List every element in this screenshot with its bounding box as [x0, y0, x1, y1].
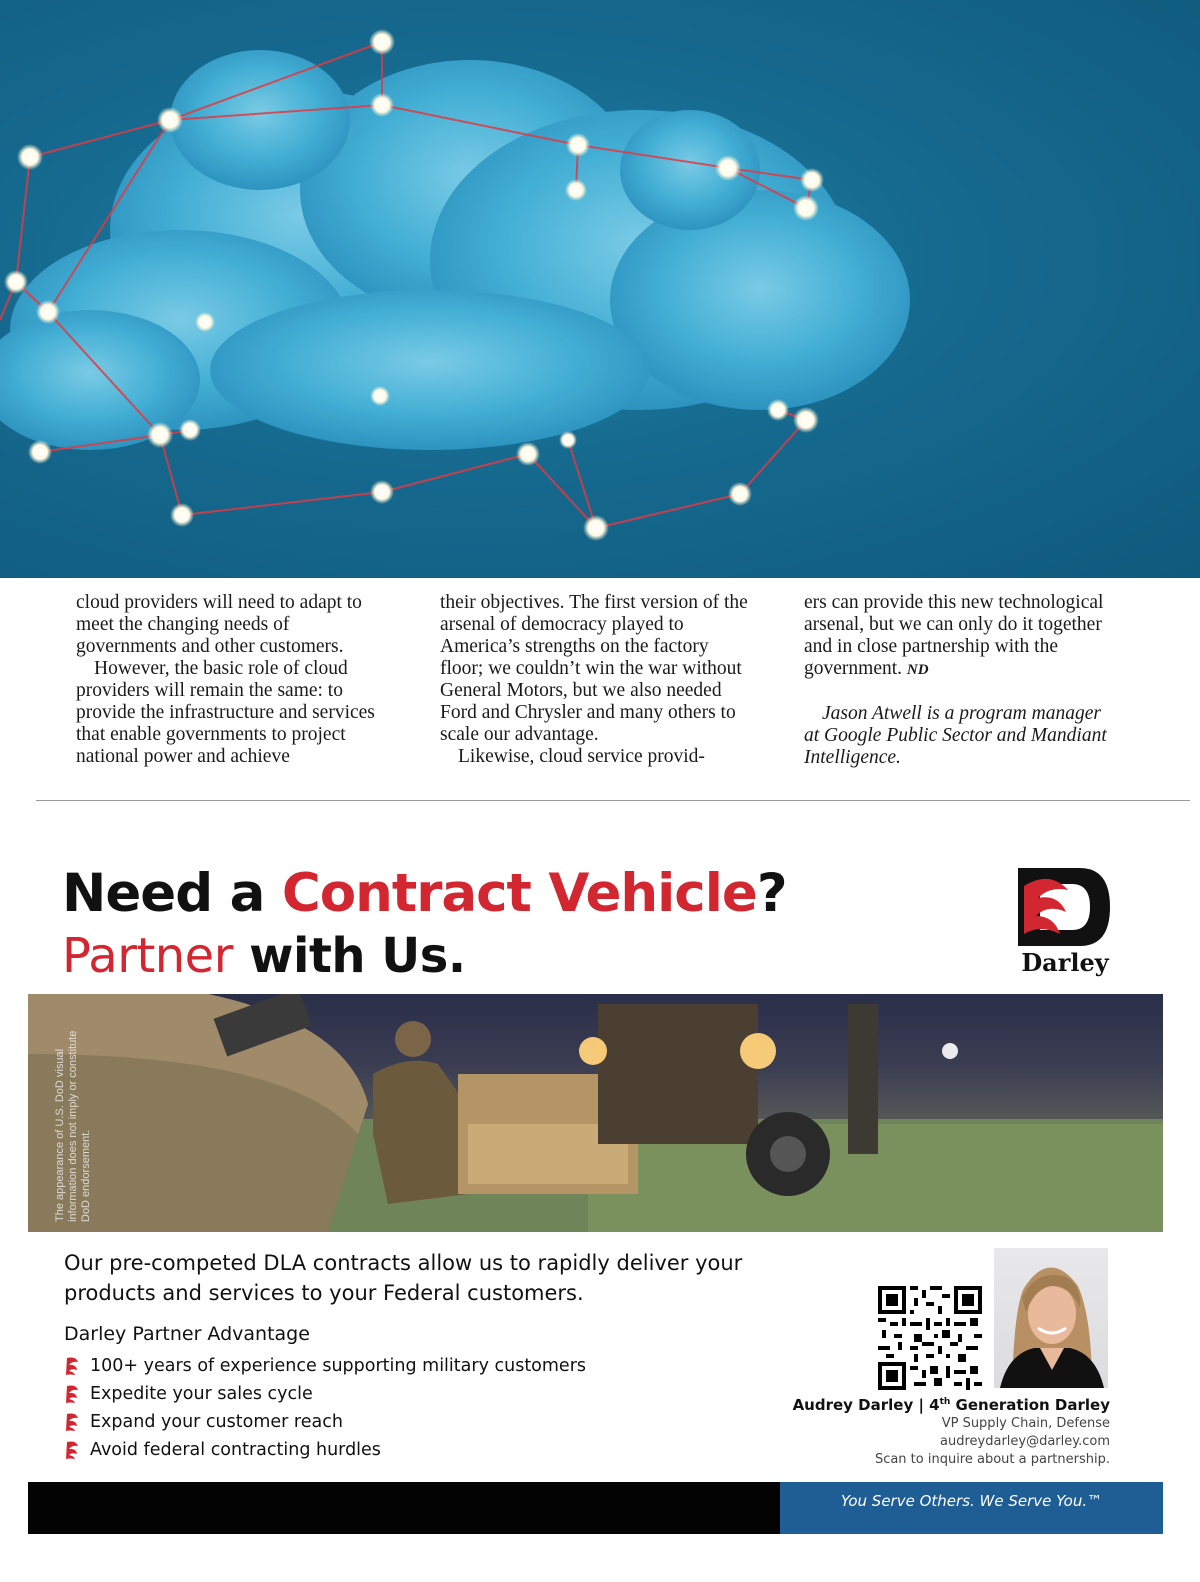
flame-bullet-icon	[64, 1384, 80, 1404]
subhead-text: with Us.	[232, 928, 466, 984]
ad-headline	[62, 862, 787, 926]
flame-bullet-icon	[64, 1440, 80, 1460]
paragraph: their objectives. The first version of the arsenal of democracy played to America’s strengths on the factory floor; we couldn’t win the war without General Motors, but we also needed Ford and Chrysler and many others to scale our advantage.	[440, 592, 748, 745]
paragraph-text: ers can provide this new technological arsenal, but we can only do it together and in close partnership with the government.	[804, 592, 1104, 679]
headline-punct: ?	[756, 863, 787, 924]
advantage-list	[64, 1352, 586, 1464]
contact-name-text: Audrey Darley | 4	[792, 1396, 940, 1414]
logo-wordmark: Darley	[1021, 948, 1109, 977]
section-divider	[36, 800, 1190, 801]
headline-text: Need a	[62, 863, 282, 924]
paragraph: However, the basic role of cloud providers will remain the same: to provide the infrastructure and services that enable governments to project national power and achieve	[76, 658, 375, 767]
qr-code[interactable]	[878, 1286, 982, 1390]
contact-portrait	[994, 1248, 1108, 1388]
article-column-3	[804, 592, 1119, 769]
article-text	[76, 592, 1107, 782]
list-item-label: Avoid federal contracting hurdles	[90, 1440, 381, 1460]
paragraph: Likewise, cloud service provid-	[458, 746, 705, 767]
darley-logo	[1010, 864, 1120, 982]
military-forklift-photo	[28, 994, 1163, 1232]
advantage-title: Darley Partner Advantage	[64, 1323, 310, 1345]
contact-name	[793, 1392, 1110, 1415]
author-bio: Jason Atwell is a program manager at Google Public Sector and Mandiant Intelligence.	[804, 703, 1107, 768]
dod-disclaimer: The appearance of U.S. DoD visual information does not imply or constitute DoD endorsement.	[54, 1030, 92, 1222]
list-item	[64, 1436, 586, 1464]
subhead-highlight: Partner	[62, 928, 233, 984]
list-item-label: 100+ years of experience supporting military customers	[90, 1356, 587, 1376]
contact-email[interactable]: audreydarley@darley.com	[940, 1434, 1110, 1449]
ad-lead-text: Our pre-competed DLA contracts allow us to rapidly deliver your products and services to your Federal customers.	[64, 1251, 743, 1305]
end-mark: ND	[906, 662, 929, 678]
ad-tagline-bar	[780, 1482, 1163, 1534]
ad-subhead	[62, 926, 466, 986]
darley-logo-mark-icon	[1010, 864, 1120, 950]
list-item	[64, 1380, 586, 1408]
article-column-1	[76, 592, 391, 768]
flame-bullet-icon	[64, 1412, 80, 1432]
contact-block	[793, 1392, 1110, 1469]
ad-footer-bar	[28, 1482, 780, 1534]
contact-name-text: Generation Darley	[950, 1396, 1110, 1414]
contact-cta: Scan to inquire about a partnership.	[874, 1452, 1110, 1467]
ad-tagline: You Serve Others. We Serve You.™	[840, 1492, 1103, 1510]
headline-highlight: Contract Vehicle	[281, 863, 757, 924]
list-item-label: Expand your customer reach	[90, 1412, 343, 1432]
flame-bullet-icon	[64, 1356, 80, 1376]
article-column-2	[440, 592, 755, 768]
ordinal-suffix: th	[939, 1397, 951, 1407]
paragraph: cloud providers will need to adapt to meet the changing needs of governments and other customers.	[76, 592, 362, 657]
paragraph	[804, 592, 1119, 681]
list-item-label: Expedite your sales cycle	[90, 1384, 313, 1404]
hero-cloud-image	[0, 0, 1200, 578]
list-item	[64, 1352, 586, 1380]
list-item	[64, 1408, 586, 1436]
contact-title: VP Supply Chain, Defense	[941, 1416, 1110, 1431]
